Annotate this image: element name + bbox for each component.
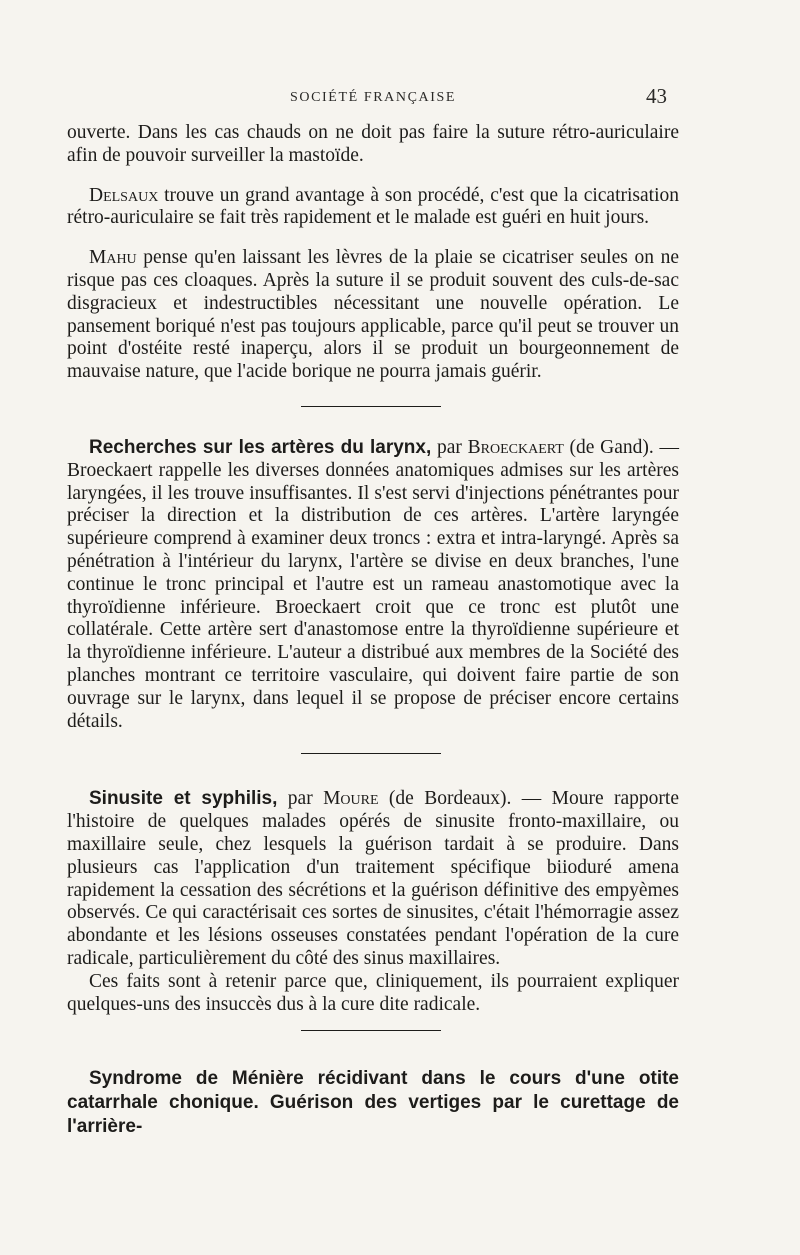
- section-larynx: [67, 437, 679, 733]
- section-divider: [301, 1030, 441, 1031]
- author-name-mahu: Mahu: [89, 247, 137, 269]
- paragraph-continuation: ouverte. Dans les cas chauds on ne doit pas faire la suture rétro-auriculaire afin de pouvoir surveiller la mastoïde.: [67, 122, 679, 166]
- page-number: 43: [646, 84, 667, 108]
- section-larynx-text: (de Gand). — Broeckaert rappelle les diverses données anatomiques admises sur les artères laryngées, il les trouve insuffisantes. Il s'est servi d'injections pénétrantes pour préciser la direction et la distribution de ces artères. L'artère laryngée supérieure comprend à examiner deux troncs : extra et intra-laryngé. Après sa pénétration à l'intérieur du larynx, l'artère se divise en deux branches, l'une continue le tronc principal et l'autre est un rameau anastomotique avec la thyroïdienne inférieure. Broeckaert croit que ce tronc est plutôt une collatérale. Cette artère sert d'anastomose entre la thyroïdienne supérieure et la thyroïdienne inférieure. L'auteur a distribué aux membres de la Société des planches montrant ce territoire vasculaire, qui doivent faire partie de son ouvrage sur le larynx, dans lequel il se propose de préciser encore certains détails.: [67, 436, 679, 732]
- author-name-broeckaert: Broeckaert: [467, 436, 564, 458]
- section-sinusite-conclusion: Ces faits sont à retenir parce que, cliniquement, ils pourraient expliquer quelques-uns des insuccès dus à la cure dite radicale.: [67, 970, 679, 1015]
- page-header: [0, 84, 800, 110]
- section-par-1: par: [431, 436, 468, 458]
- section-title-meniere: Syndrome de Ménière récidivant dans le cours d'une otite catarrhale chonique. Guérison des vertiges par le curettage de l'arrière-: [67, 1068, 679, 1138]
- section-par-2: par: [277, 788, 324, 810]
- author-name-delsaux: Delsaux: [89, 184, 159, 206]
- paragraph-mahu: [67, 247, 679, 384]
- paragraph-mahu-text: pense qu'en laissant les lèvres de la plaie se cicatriser seules on ne risque pas ces cloaques. Après la suture il se produit souvent des culs-de-sac disgracieux et indestructibles nécessitant une nouvelle opération. Le pansement boriqué n'est pas toujours applicable, parce qu'il peut se trouver un point d'ostéite resté inaperçu, alors il se produit un bourgeonnement de mauvaise nature, que l'acide borique ne pourra jamais guérir.: [67, 247, 679, 383]
- section-divider: [301, 753, 441, 754]
- running-head: SOCIÉTÉ FRANÇAISE: [290, 90, 457, 105]
- section-sinusite-text: (de Bordeaux). — Moure rapporte l'histoire de quelques malades opérés de sinusite fronto-maxillaire, ou maxillaire seule, chez lesquels la guérison tardait à se produire. Dans plusieurs cas l'application d'un traitement spécifique biioduré amena rapidement la cessation des sécrétions et la guérison définitive des empyèmes observés. Ce qui caractérisait ces sortes de sinusites, c'était l'hémorragie assez abondante et les lésions osseuses constatées pendant l'opération de la cure radicale, particulièrement du côté des sinus maxillaires.: [67, 788, 679, 969]
- section-sinusite: [67, 788, 679, 970]
- section-divider: [301, 406, 441, 407]
- section-title-larynx: Recherches sur les artères du larynx,: [89, 436, 432, 458]
- body-text: [67, 122, 679, 1139]
- paragraph-delsaux: [67, 185, 679, 231]
- author-name-moure: Moure: [323, 788, 379, 810]
- section-title-sinusite: Sinusite et syphilis,: [89, 788, 278, 810]
- paragraph-delsaux-text: trouve un grand avantage à son procédé, c'est que la cicatrisation rétro-auriculaire se fait très rapidement et le malade est guéri en huit jours.: [67, 184, 679, 229]
